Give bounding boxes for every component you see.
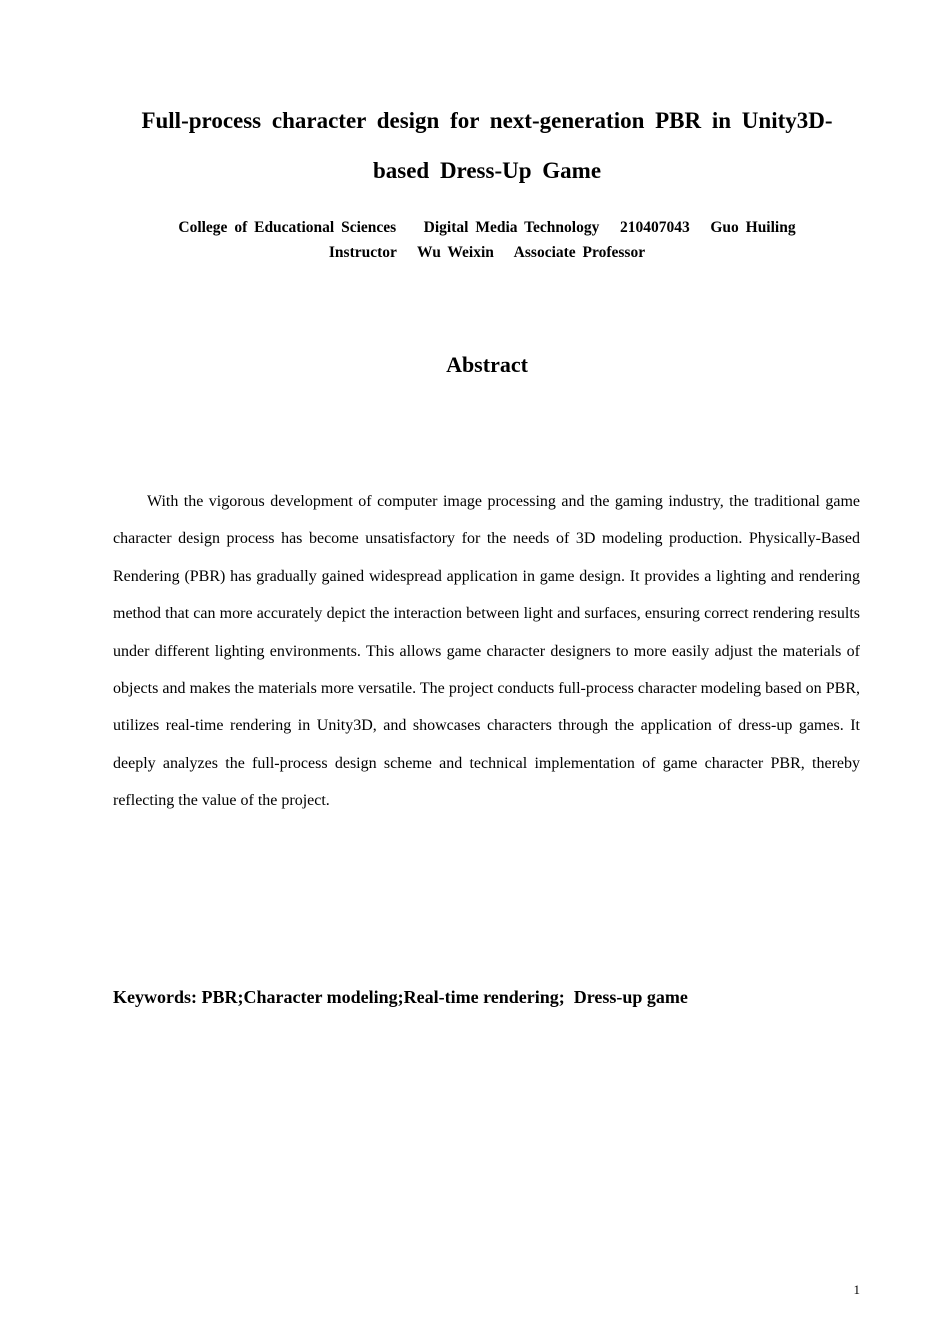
abstract-body: With the vigorous development of computer image processing and the gaming industry, the traditional game character design process has become unsatisfactory for the needs of 3D modeling production. Physically-Based Rendering (PBR) has gradually gained widespread application in game design. It provides a lighting and rendering method that can more accurately depict the interaction between light and surfaces, ensuring correct rendering results under different lighting environments. This allows game character designers to more easily adjust the materials of objects and makes the materials more versatile. The project conducts full-process character modeling based on PBR, utilizes real-time rendering in Unity3D, and showcases characters through the application of dress-up games. It deeply analyzes the full-process design scheme and technical implementation of game character PBR, thereby reflecting the value of the project.: [113, 493, 860, 810]
instructor-line: Instructor Wu Weixin Associate Professor: [328, 244, 646, 261]
abstract-heading: Abstract: [446, 352, 528, 377]
author-byline: [112, 215, 862, 265]
page-number: 1: [853, 1282, 860, 1297]
paper-title: [112, 96, 862, 196]
keywords-line: Keywords: PBR;Character modeling;Real-time rendering; Dress-up game: [113, 987, 688, 1007]
paper-title-line-1: Full-process character design for next-generation PBR in Unity3D-: [141, 108, 833, 133]
paper-title-line-2: based Dress-Up Game: [372, 158, 602, 183]
author-affiliation-line: College of Educational Sciences Digital Media Technology 210407043 Guo Huiling: [178, 219, 796, 236]
